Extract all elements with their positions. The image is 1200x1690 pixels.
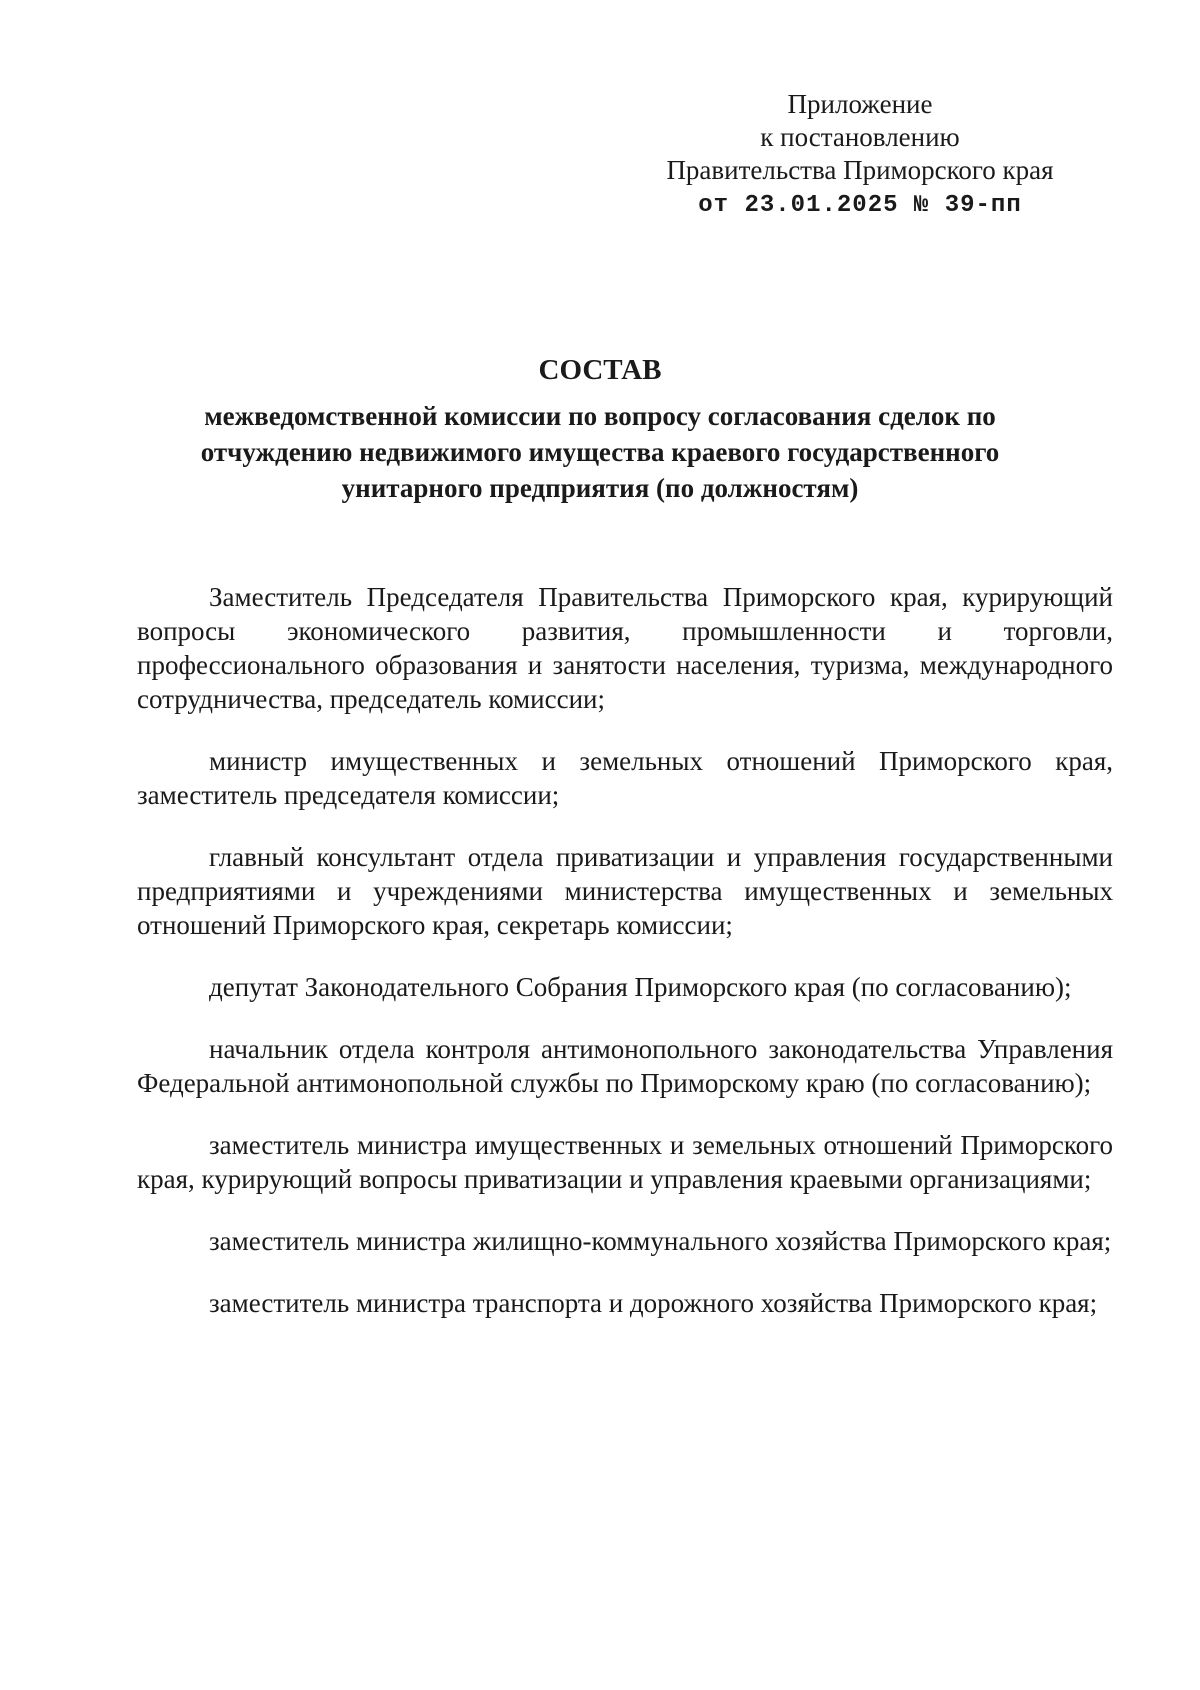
document-title: СОСТАВ	[538, 354, 662, 386]
document-heading	[130, 350, 1070, 506]
member-item: заместитель министра жилищно-коммунального хозяйства Приморского края;	[209, 1226, 1112, 1256]
appendix-label: Приложение	[787, 89, 933, 119]
members-list	[137, 580, 1113, 1348]
member-item: Заместитель Председателя Правительства Приморского края, курирующий вопросы экономического развития, промышленности и торговли, профессионального образования и занятости населения, туризма, международного сотрудничества, председатель комиссии;	[137, 582, 1113, 714]
appendix-issuer: Правительства Приморского края	[666, 155, 1054, 185]
document-subtitle: межведомственной комиссии по вопросу согласования сделок по отчуждению недвижимого имущества краевого государственного унитарного предприятия (по должностям)	[200, 401, 1000, 503]
member-item: главный консультант отдела приватизации и управления государственными предприятиями и учреждениями министерства имущественных и земельных отношений Приморского края, секретарь комиссии;	[137, 842, 1113, 940]
member-item: начальник отдела контроля антимонопольного законодательства Управления Федеральной антимонопольной службы по Приморскому краю (по согласованию);	[137, 1034, 1113, 1098]
member-item: депутат Законодательного Собрания Приморского края (по согласованию);	[209, 972, 1072, 1002]
member-item: заместитель министра транспорта и дорожного хозяйства Приморского края;	[209, 1288, 1098, 1318]
appendix-reference: к постановлению	[760, 122, 960, 152]
member-item: министр имущественных и земельных отношений Приморского края, заместитель председателя комиссии;	[137, 746, 1113, 810]
appendix-reg-number: от 23.01.2025 № 39-пп	[698, 192, 1022, 219]
appendix-block	[650, 88, 1070, 222]
member-item: заместитель министра имущественных и земельных отношений Приморского края, курирующий вопросы приватизации и управления краевыми организациями;	[137, 1130, 1113, 1194]
